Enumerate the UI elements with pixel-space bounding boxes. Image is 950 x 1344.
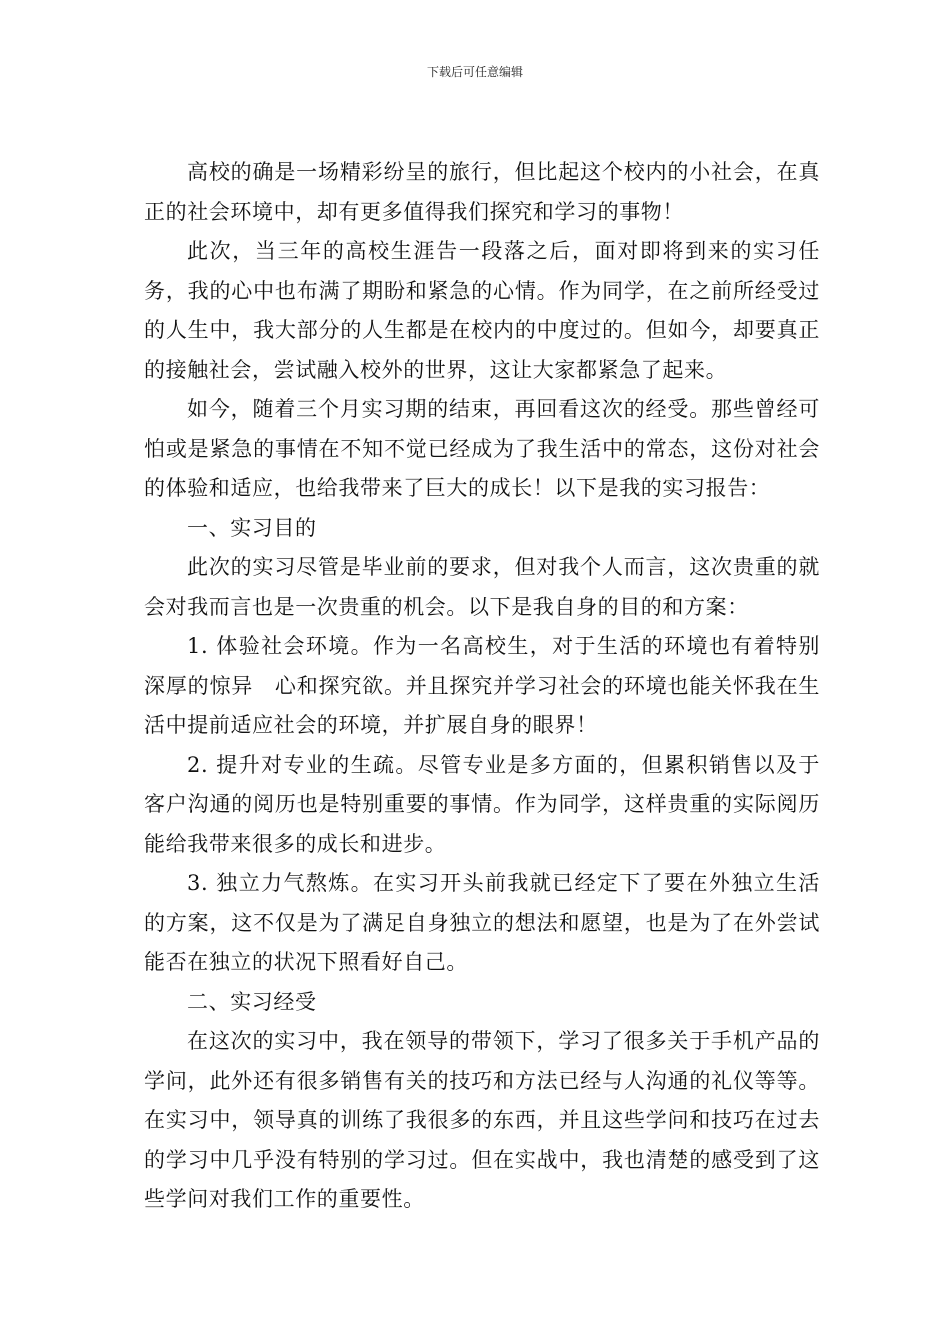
page-header: 下载后可任意编辑 bbox=[426, 65, 523, 79]
paragraph-purpose-intro: 此次的实习尽管是毕业前的要求，但对我个人而言，这次贵重的就会对我而言也是一次贵重的机会。以下是我自身的目的和方案： bbox=[144, 555, 820, 619]
list-item-1: 1. 体验社会环境。作为一名高校生，对于生活的环境也有着特别深厚的惊异 心和探究欲。并且探究并学习社会的环境也能关怀我在生活中提前适应社会的环境，并扩展自身的眼界！ bbox=[144, 634, 820, 737]
list-item-2: 2. 提升对专业的生疏。尽管专业是多方面的，但累积销售以及于客户沟通的阅历也是特别重要的事情。作为同学，这样贵重的实际阅历能给我带来很多的成长和进步。 bbox=[144, 752, 820, 856]
paragraph-intro: 高校的确是一场精彩纷呈的旅行，但比起这个校内的小社会，在真正的社会环境中，却有更多值得我们探究和学习的事物！ bbox=[144, 160, 820, 224]
paragraph-experience: 在这次的实习中，我在领导的带领下，学习了很多关于手机产品的学问，此外还有很多销售有关的技巧和方法已经与人沟通的礼仪等等。在实习中，领导真的训练了我很多的东西，并且这些学问和技巧在过去的学习中几乎没有特别的学习过。但在实战中，我也清楚的感受到了这些学问对我们工作的重要性。 bbox=[144, 1029, 820, 1211]
section-heading-experience: 二、实习经受 bbox=[187, 989, 317, 1014]
paragraph-summary: 如今，随着三个月实习期的结束，再回看这次的经受。那些曾经可怕或是紧急的事情在不知不觉已经成为了我生活中的常态，这份对社会的体验和适应，也给我带来了巨大的成长！以下是我的实习报告： bbox=[144, 397, 820, 500]
paragraph-background: 此次，当三年的高校生涯告一段落之后，面对即将到来的实习任务，我的心中也布满了期盼和紧急的心情。作为同学，在之前所经受过的人生中，我大部分的人生都是在校内的中度过的。但如今，却要真正的接触社会，尝试融入校外的世界，这让大家都紧急了起来。 bbox=[144, 239, 820, 382]
section-heading-purpose: 一、实习目的 bbox=[187, 515, 317, 540]
document-body bbox=[144, 153, 820, 1220]
list-item-3: 3. 独立力气熬炼。在实习开头前我就已经定下了要在外独立生活的方案，这不仅是为了满足自身独立的想法和愿望，也是为了在外尝试能否在独立的状况下照看好自己。 bbox=[144, 871, 820, 974]
